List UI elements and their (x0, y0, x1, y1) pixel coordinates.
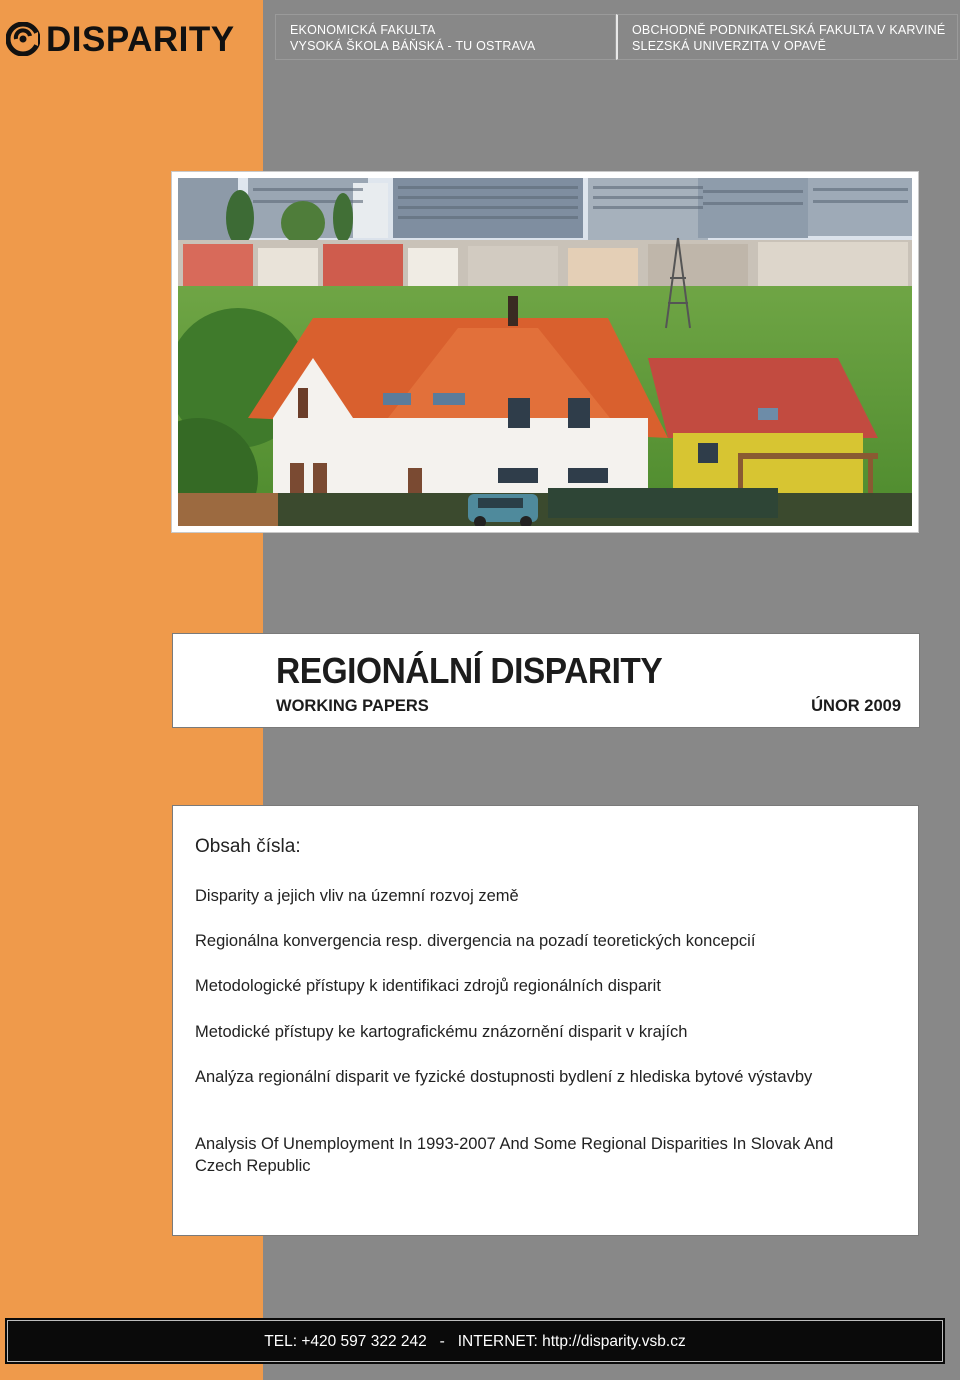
contents-item: Regionálna konvergencia resp. divergencia na pozadí teoretických koncepcií (195, 932, 756, 950)
institutions-bar (275, 14, 958, 60)
cover-photo (172, 172, 918, 532)
logo (6, 14, 235, 64)
publication-date: ÚNOR 2009 (811, 697, 901, 715)
institution-left (275, 14, 616, 60)
publication-title: REGIONÁLNÍ DISPARITY (276, 650, 663, 691)
institution-right (616, 14, 958, 60)
institution-right-line2: SLEZSKÁ UNIVERZITA V OPAVĚ (632, 39, 827, 53)
contents-item: Disparity a jejich vliv na územní rozvoj země (195, 887, 519, 905)
contents-heading: Obsah čísla: (195, 836, 301, 857)
contents-box (172, 805, 919, 1236)
houses-photo-illustration (178, 178, 912, 526)
title-box (172, 633, 920, 728)
logo-text: DISPARITY (46, 19, 235, 59)
institution-right-line1: OBCHODNĚ PODNIKATELSKÁ FAKULTA V KARVINÉ (632, 23, 946, 37)
footer-bar (5, 1318, 945, 1364)
institution-left-line2: VYSOKÁ ŠKOLA BÁŇSKÁ - TU OSTRAVA (290, 39, 536, 53)
footer-contact: TEL: +420 597 322 242 - INTERNET: http://disparity.vsb.cz (264, 1333, 686, 1350)
contents-item: Metodologické přístupy k identifikaci zdrojů regionálních disparit (195, 977, 661, 995)
disparity-logo-icon (6, 22, 40, 56)
publication-subtitle: WORKING PAPERS (276, 697, 429, 715)
contents-item: Analýza regionální disparit ve fyzické dostupnosti bydlení z hlediska bytové výstavby (195, 1068, 813, 1086)
institution-left-line1: EKONOMICKÁ FAKULTA (290, 23, 436, 37)
contents-item: Analysis Of Unemployment In 1993-2007 And Some Regional Disparities In Slovak And Czech Republic (195, 1135, 834, 1175)
contents-item: Metodické přístupy ke kartografickému znázornění disparit v krajích (195, 1023, 688, 1041)
